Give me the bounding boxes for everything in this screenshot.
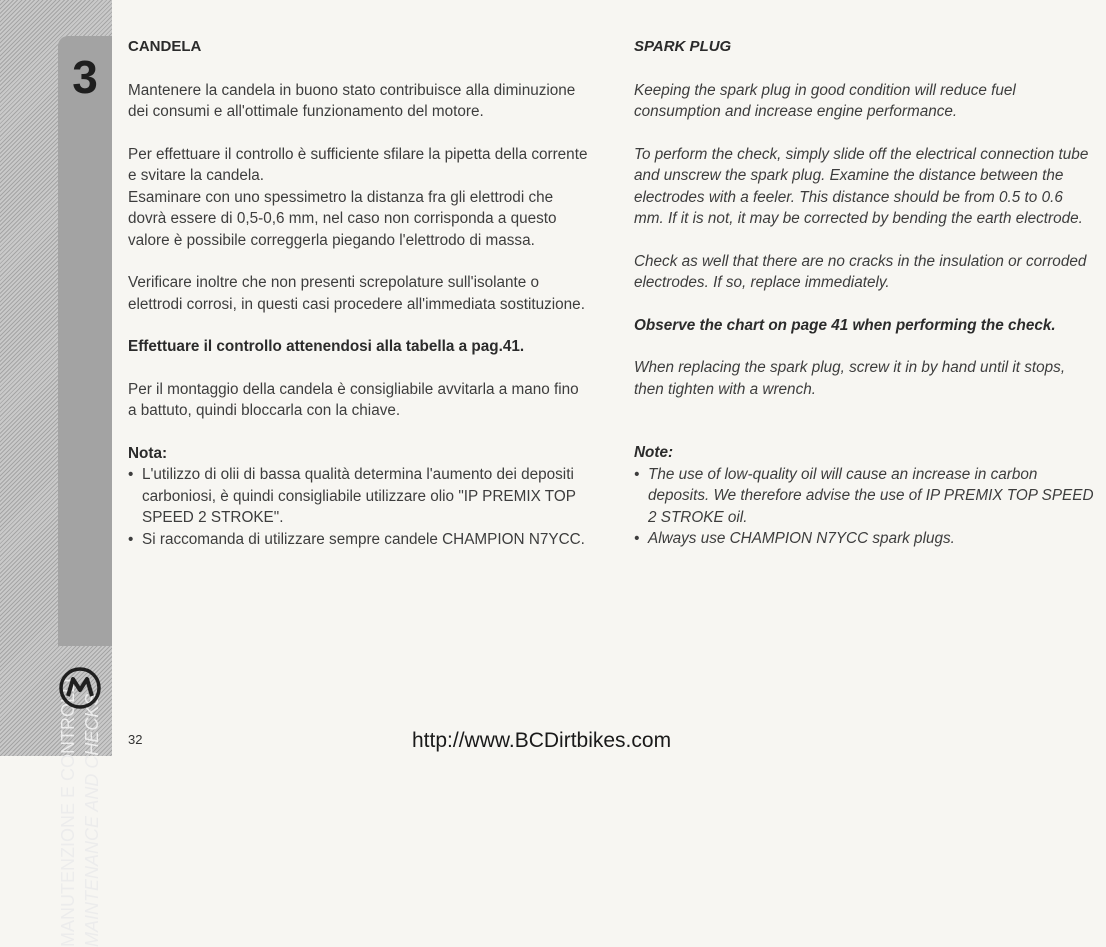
italian-para-6: Per il montaggio della candela è consigliabile avvitarla a mano fino a battuto, quindi bloccarla con la chiave. [128,380,579,419]
italian-chart-reference: Effettuare il controllo attenendosi alla tabella a pag.41. [128,338,525,355]
section-title-vertical [56,275,106,947]
italian-note-item: • Si raccomanda di utilizzare sempre candele CHAMPION N7YCC. [128,529,590,551]
english-para-1: Keeping the spark plug in good condition will reduce fuel consumption and increase engine performance. [634,81,1016,120]
english-para-2: To perform the check, simply slide off the electrical connection tube and unscrew the spark plug. Examine the distance between the electrodes with a feeler. This distance should be from 0.5 to 0.6 mm. If it is not, it may be corrected by bending the earth electrode. [634,145,1089,227]
english-note-item: • Always use CHAMPION N7YCC spark plugs. [634,528,1096,550]
italian-para-4: Verificare inoltre che non presenti screpolature sull'isolante o elettrodi corrosi, in questi casi procedere all'immediata sostituzione. [128,274,585,313]
italian-note-title: Nota: [128,444,168,462]
page-number: 32 [128,732,143,747]
section-title-it: MANUTENZIONE E CONTROLLI [58,677,78,947]
english-para-5: When replacing the spark plug, screw it in by hand until it stops, then tighten with a wrench. [634,359,1066,398]
english-note-title: Note: [634,444,674,461]
english-column [634,36,1096,550]
english-para-3: Check as well that there are no cracks in the insulation or corroded electrodes. If so, replace immediately. [634,252,1087,291]
brand-logo-icon [58,666,102,710]
italian-column [128,36,590,550]
english-note-item: • The use of low-quality oil will cause an increase in carbon deposits. We therefore advise the use of IP PREMIX TOP SPEED 2 STROKE oil. [634,464,1096,529]
english-chart-reference: Observe the chart on page 41 when performing the check. [634,316,1056,334]
italian-notes-list [128,464,590,550]
section-title-en: MAINTENANCE AND CHECKS [82,693,102,947]
italian-note-item: • L'utilizzo di olii di bassa qualità determina l'aumento dei depositi carboniosi, è quindi consigliabile utilizzare olio "IP PREMIX TOP SPEED 2 STROKE". [128,464,590,529]
italian-heading: CANDELA [128,38,202,55]
italian-para-3: Esaminare con uno spessimetro la distanza fra gli elettrodi che dovrà essere di 0,5-0,6 mm, nel caso non corrisponda a questo valore è possibile correggerla piegando l'elettrodo di massa. [128,188,557,249]
website-link[interactable]: http://www.BCDirtbikes.com [412,729,672,752]
english-heading: SPARK PLUG [634,38,732,55]
italian-para-1: Mantenere la candela in buono stato contribuisce alla diminuzione dei consumi e all'ottimale funzionamento del motore. [128,81,576,120]
chapter-number: 3 [72,51,98,103]
english-notes-list [634,464,1096,550]
italian-para-2: Per effettuare il controllo è sufficiente sfilare la pipetta della corrente e svitare la candela. [128,145,588,184]
